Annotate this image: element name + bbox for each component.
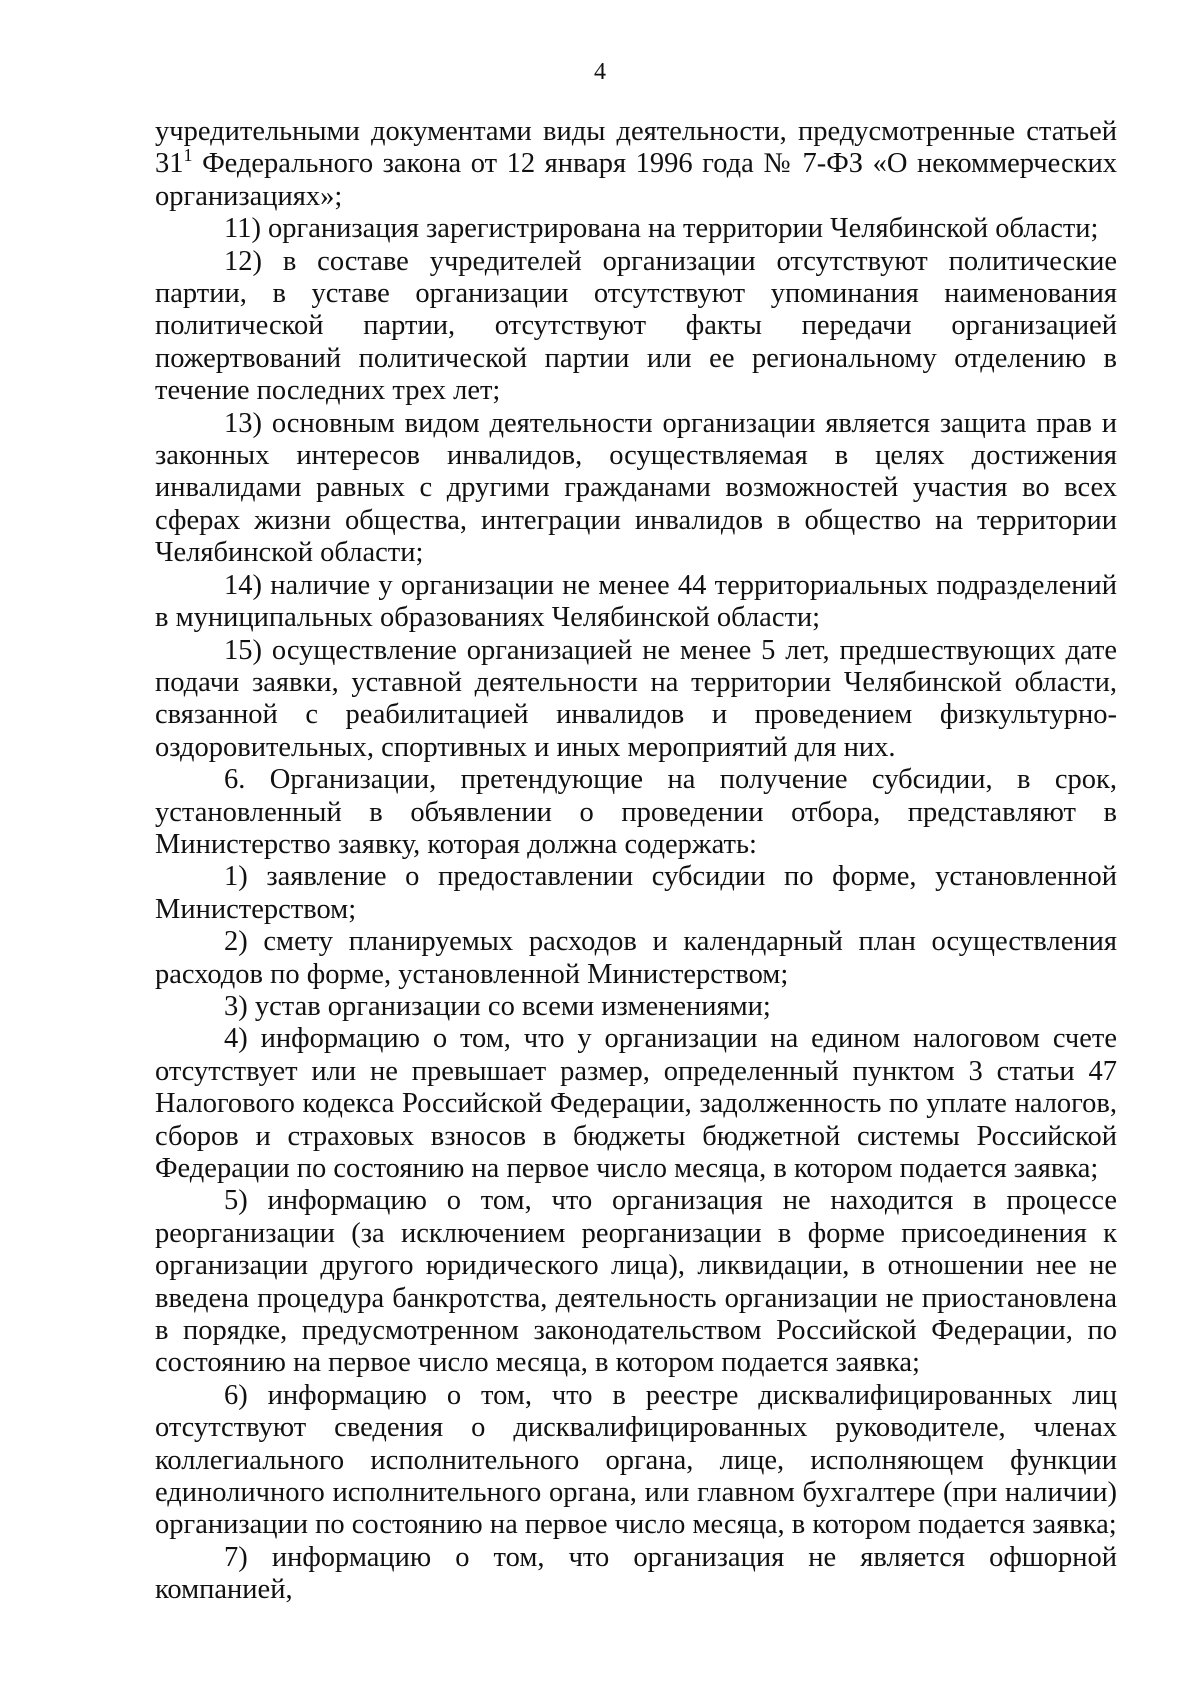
superscript: 1 (183, 145, 193, 166)
list-item-4: 4) информацию о том, что у организации на едином налоговом счете отсутствует или не превышает размер, определенный пунктом 3 статьи 47 Налогового кодекса Российской Федерации, задолженность по уплате налогов, сборов и страховых взносов в бюджеты бюджетной системы Российской Федерации по состоянию на первое число месяца, в котором подается заявка; (155, 1023, 1117, 1184)
list-item-2: 2) смету планируемых расходов и календарный план осуществления расходов по форме, установленной Министерством; (155, 926, 1117, 990)
paragraph-text: учредительными документами виды деятельности, предусмотренные статьей 31 (155, 116, 1117, 180)
list-item-1: 1) заявление о предоставлении субсидии по форме, установленной Министерством; (155, 861, 1117, 925)
list-item-7: 7) информацию о том, что организация не является офшорной компанией, (155, 1541, 1117, 1606)
list-item-6: 6) информацию о том, что в реестре дисквалифицированных лиц отсутствуют сведения о дисквалифицированных руководителе, членах коллегиального исполнительного органа, лице, исполняющем функции единоличного исполнительного органа, или главном бухгалтере (при наличии) организации по состоянию на первое число месяца, в котором подается заявка; (155, 1379, 1117, 1541)
list-item-3: 3) устав организации со всеми изменениями; (224, 990, 771, 1022)
paragraph-continuation (155, 116, 1117, 213)
document-body (155, 116, 1117, 1607)
list-item-14: 14) наличие у организации не менее 44 территориальных подразделений в муниципальных образованиях Челябинской области; (155, 569, 1117, 634)
list-item-11: 11) организация зарегистрирована на территории Челябинской области; (224, 213, 1099, 245)
section-6: 6. Организации, претендующие на получение субсидии, в срок, установленный в объявлении о проведении отбора, представляют в Министерство заявку, которая должна содержать: (155, 764, 1117, 860)
list-item-12: 12) в составе учредителей организации отсутствуют политические партии, в уставе организации отсутствуют упоминания наименования политической партии, отсутствуют факты передачи организацией пожертвований политической партии или ее региональному отделению в течение последних трех лет; (155, 245, 1117, 407)
list-item-13: 13) основным видом деятельности организации является защита прав и законных интересов инвалидов, осуществляемая в целях достижения инвалидами равных с другими гражданами возможностей участия во всех сферах жизни общества, интеграции инвалидов в общество на территории Челябинской области; (155, 407, 1117, 569)
page-number: 4 (594, 59, 606, 85)
list-item-5: 5) информацию о том, что организация не находится в процессе реорганизации (за исключением реорганизации в форме присоединения к организации другого юридического лица), ликвидации, в отношении нее не введена процедура банкротства, деятельность организации не приостановлена в порядке, предусмотренном законодательством Российской Федерации, по состоянию на первое число месяца, в котором подается заявка; (155, 1185, 1117, 1379)
list-item-15: 15) осуществление организацией не менее 5 лет, предшествующих дате подачи заявки, уставной деятельности на территории Челябинской области, связанной с реабилитацией инвалидов и проведением физкультурно-оздоровительных, спортивных и иных мероприятий для них. (155, 634, 1117, 763)
paragraph-text: Федерального закона от 12 января 1996 года № 7-ФЗ «О некоммерческих организациях»; (155, 148, 1117, 212)
